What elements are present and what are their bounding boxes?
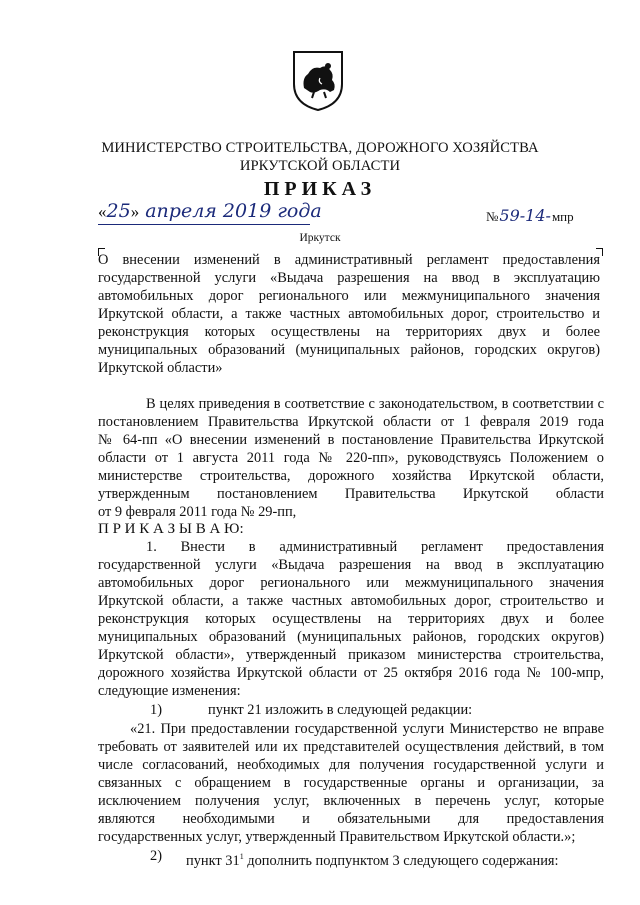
preamble-line: постановлением Правительства Иркутской области от 1 февраля 2019 года	[98, 414, 604, 430]
sub2-text	[186, 848, 559, 870]
item1-line: следующие изменения:	[98, 683, 241, 699]
sub2-text-before: пункт 31	[186, 852, 240, 869]
city-name: Иркутск	[299, 232, 341, 244]
number-value: 59-14-	[499, 206, 551, 225]
title-line: муниципальных образований (муниципальных районов, городских округов)	[98, 342, 600, 358]
preamble-line: № 64-пп «О внесении изменений в постановление Правительства Иркутской	[98, 432, 604, 448]
sub2-superscript: 1	[239, 852, 244, 861]
sub2-text-after: дополнить подпунктом 3 следующего содержания:	[243, 852, 559, 869]
date-day: 25	[106, 200, 131, 222]
number-prefix: №	[486, 209, 499, 224]
item1-line: государственной услуги «Выдача разрешения на ввод в эксплуатацию	[98, 557, 604, 573]
preamble-line: министерстве строительства, дорожного хозяйства Иркутской области,	[98, 468, 604, 484]
coat-of-arms-icon	[290, 48, 346, 112]
item1-line: реконструкция которых осуществлены на территориях двух и более	[98, 611, 604, 627]
quote21-line: исключением получения услуг, включенных в перечень услуг, которые	[98, 793, 604, 809]
date-open-quote: «	[98, 202, 107, 221]
sub1-text: пункт 21 изложить в следующей редакции:	[208, 702, 473, 718]
item1-line: Иркутской области, а также частных автомобильных дорог, строительство и	[98, 593, 604, 609]
date-underline	[98, 224, 310, 225]
preamble-line: В целях приведения в соответствие с законодательством, в соответствии с	[146, 396, 604, 412]
item1-line: муниципальных образований (муниципальных районов, городских округов)	[98, 629, 604, 645]
item1-line: 1. Внести в административный регламент предоставления	[146, 539, 604, 555]
order-number	[486, 206, 574, 225]
number-suffix: мпр	[551, 209, 574, 224]
title-line: О внесении изменений в административный регламент предоставления	[98, 252, 600, 268]
item1-line: Иркутской области», утвержденный приказом министерства строительства,	[98, 647, 604, 663]
order-title: ПРИКАЗ	[263, 178, 377, 200]
title-line: автомобильных дорог регионального или межмуниципального значения	[98, 288, 600, 304]
date-rest: апреля 2019 года	[145, 200, 322, 222]
quote21-line: числе согласований, необходимых для получения государственной услуги и	[98, 757, 604, 773]
preamble-line: утвержденным постановлением Правительства Иркутской области	[98, 486, 604, 502]
quote21-line: являются необходимыми и обязательными для предоставления	[98, 811, 604, 827]
title-line: Иркутской области, а также частных автомобильных дорог, строительство и	[98, 306, 600, 322]
sub1-number: 1)	[150, 702, 162, 718]
ministry-name-line2: ИРКУТСКОЙ ОБЛАСТИ	[239, 158, 401, 174]
quote21-line: «21. При предоставлении государственной услуги Министерство не вправе	[130, 721, 604, 737]
sub2-number: 2)	[150, 848, 162, 864]
quote21-line: связанных с обращением в государственные органы и организации, за	[98, 775, 604, 791]
item1-line: дорожного хозяйства Иркутской области от 25 октября 2016 года № 100-мпр,	[98, 665, 604, 681]
date-close-quote: »	[130, 202, 140, 221]
ministry-name-line1: МИНИСТЕРСТВО СТРОИТЕЛЬСТВА, ДОРОЖНОГО ХОЗЯЙСТВА	[101, 140, 539, 156]
item1-line: автомобильных дорог регионального или межмуниципального значения	[98, 575, 604, 591]
title-line: государственной услуги «Выдача разрешения на ввод в эксплуатацию	[98, 270, 600, 286]
preamble-line: области от 1 августа 2011 года № 220-пп», руководствуясь Положением о	[98, 450, 604, 466]
title-line: реконструкция которых осуществлены на территориях двух и более	[98, 324, 600, 340]
quote21-line: государственных услуг, утвержденный Правительством Иркутской области.»;	[98, 829, 576, 845]
preamble-line: от 9 февраля 2011 года № 29-пп,	[98, 504, 297, 520]
prikazyvayu-heading: П Р И К А З Ы В А Ю:	[98, 521, 244, 537]
order-date	[98, 200, 322, 222]
quote21-line: требовать от заявителей или их представителей осуществления действий, в том	[98, 739, 604, 755]
title-line: Иркутской области»	[98, 360, 223, 376]
